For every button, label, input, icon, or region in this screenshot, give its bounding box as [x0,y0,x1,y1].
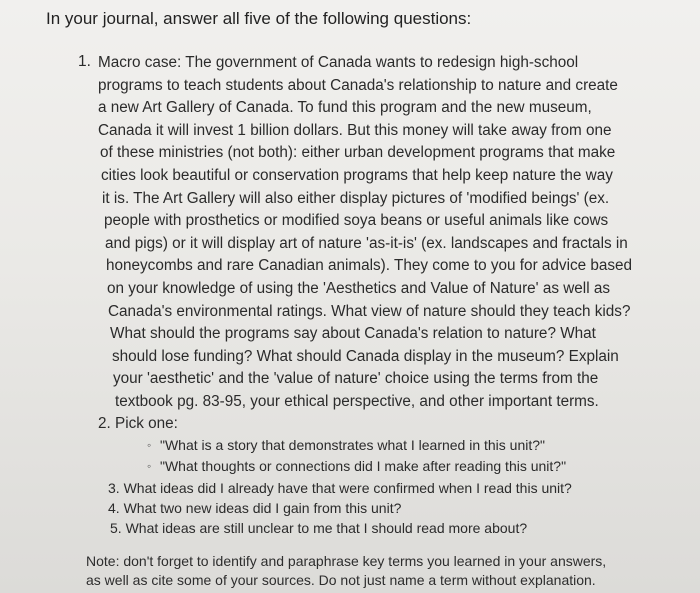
question-5: 5. What ideas are still unclear to me that I should read more about? [110,520,528,536]
page-heading: In your journal, answer all five of the following questions: [46,9,472,28]
question-1-line: Macro case: The government of Canada wants to redesign high-school [98,54,579,71]
question-1-line: textbook pg. 83-95, your ethical perspective, and other important terms. [115,393,599,410]
question-2-label: 2. Pick one: [98,415,178,432]
question-1-line: of these ministries (not both): either urban development programs that make [100,144,616,162]
note-line-2: as well as cite some of your sources. Do not just name a term without explanation. [86,572,596,588]
question-1-line: programs to teach students about Canada's relationship to nature and create [98,76,618,94]
question-1-line: honeycombs and rare Canadian animals). They come to you for advice based [106,257,633,275]
bullet-icon: ◦ [147,459,152,473]
question-3: 3. What ideas did I already have that were confirmed when I read this unit? [108,480,572,496]
question-1-line: Canada it will invest 1 billion dollars. But this money will take away from one [98,121,612,139]
question-2-option-2: "What thoughts or connections did I make after reading this unit?" [160,458,567,474]
note-line-1: Note: don't forget to identify and paraphrase key terms you learned in your answers, [86,553,607,569]
question-1-line: a new Art Gallery of Canada. To fund this program and the new museum, [98,99,592,117]
question-4: 4. What two new ideas did I gain from this unit? [108,500,402,516]
bullet-icon: ◦ [147,438,152,452]
question-1-line: should lose funding? What should Canada display in the museum? Explain [112,347,619,365]
question-1-line: it is. The Art Gallery will also either display pictures of 'modified beings' (ex. [102,189,610,207]
question-1-line: on your knowledge of using the 'Aesthetics and Value of Nature' as well as [107,280,611,297]
question-1-line: your 'aesthetic' and the 'value of nature' choice using the terms from the [113,370,599,388]
question-1-line: What should the programs say about Canada's relation to nature? What [110,325,596,343]
question-1-line: and pigs) or it will display art of nature 'as-it-is' (ex. landscapes and fractals in [105,234,628,252]
question-1-line: Canada's environmental ratings. What view of nature should they teach kids? [108,302,631,320]
question-1-line: people with prosthetics or modified soya beans or useful animals like cows [104,212,609,230]
question-1-line: cities look beautiful or conservation programs that help keep nature the way [101,167,613,184]
question-1-number: 1. [78,53,91,70]
question-2-option-1: "What is a story that demonstrates what I learned in this unit?" [160,437,546,453]
